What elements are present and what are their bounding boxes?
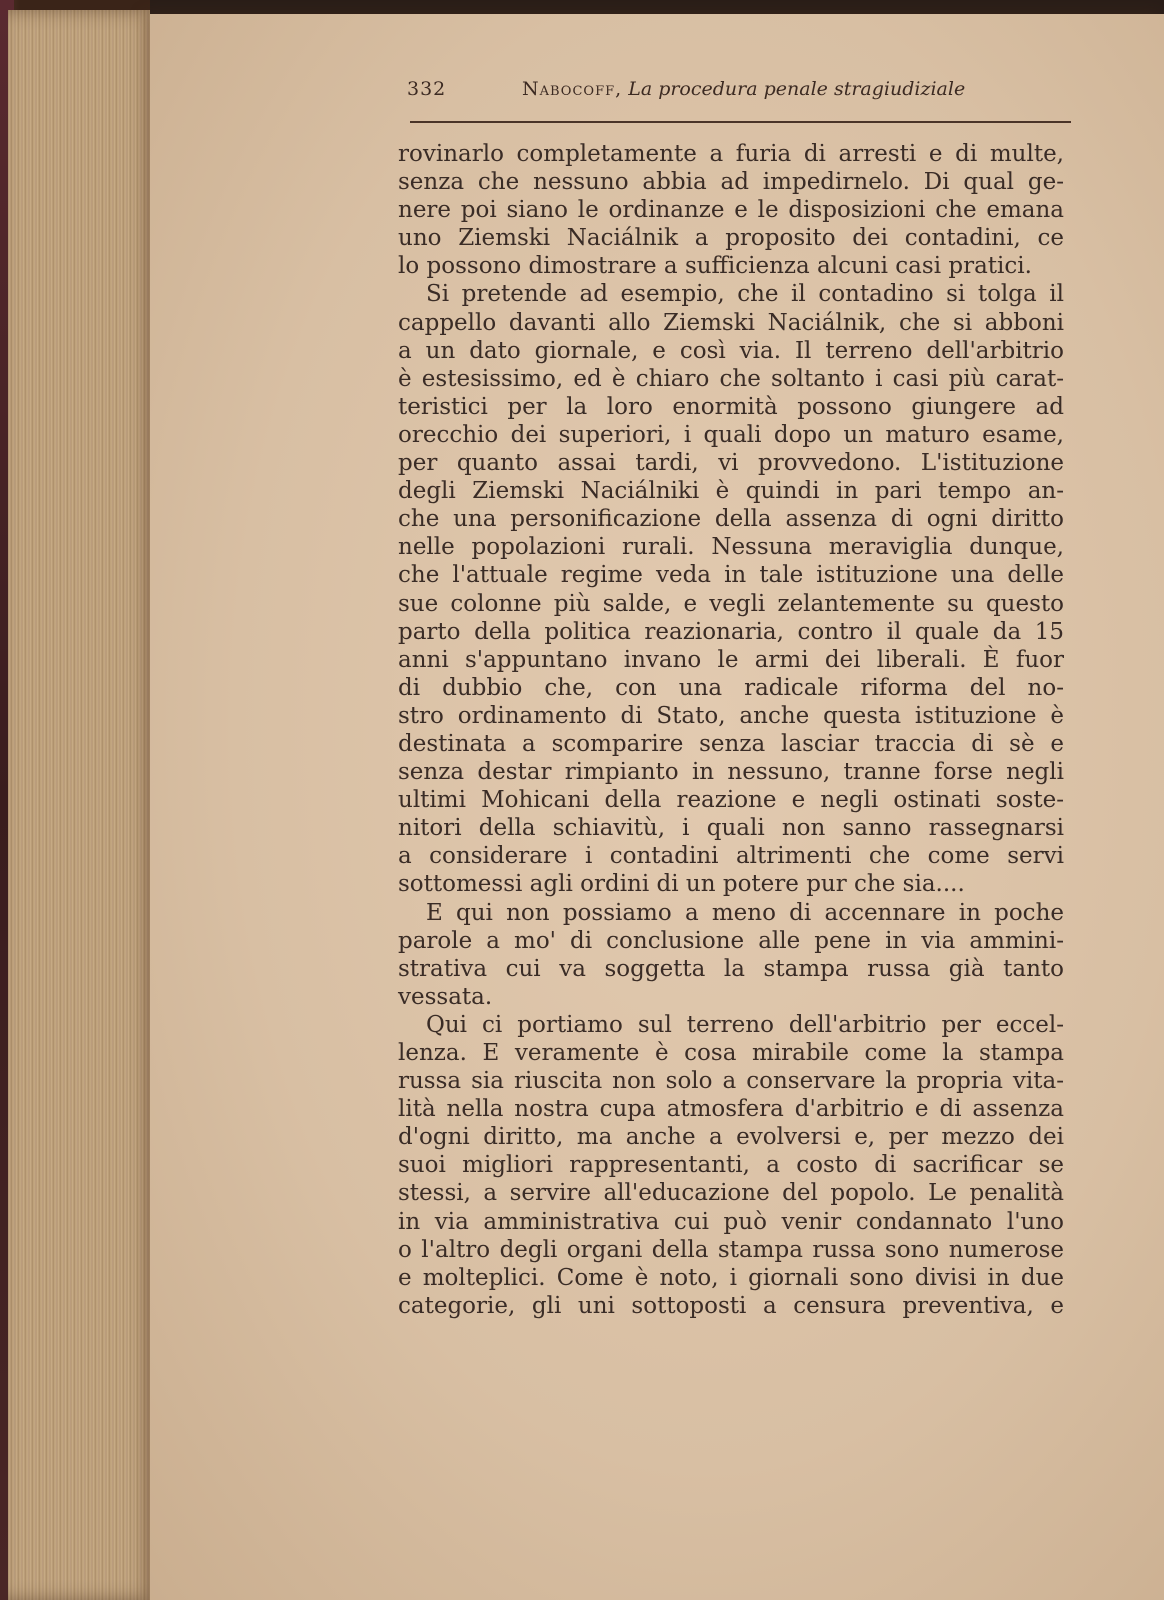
text-line: parole a mo' di conclusione alle pene in via ammini- (398, 927, 1064, 954)
page-number: 332 (407, 78, 447, 100)
text-line: senza che nessuno abbia ad impedirnelo. Di qual ge- (398, 169, 1064, 196)
text-line: senza destar rimpianto in nessuno, tranne forse negli (398, 759, 1064, 786)
text-line: nere poi siano le ordinanze e le disposizioni che emana (398, 197, 1064, 224)
text-line: parto della politica reazionaria, contro il quale da 15 (398, 618, 1064, 645)
body-text (398, 140, 1064, 1320)
text-line: lità nella nostra cupa atmosfera d'arbitrio e di assenza (398, 1096, 1064, 1123)
text-line: sottomessi agli ordini di un potere pur che sia.... (398, 871, 965, 898)
running-title (522, 78, 965, 100)
text-line: rovinarlo completamente a furia di arresti e di multe, (398, 141, 1064, 167)
text-line: categorie, gli uni sottoposti a censura preventiva, e (398, 1292, 1064, 1319)
text-line: strativa cui va soggetta la stampa russa già tanto (398, 955, 1064, 982)
text-line: che l'attuale regime veda in tale istituzione una delle (398, 562, 1064, 589)
text-line: nelle popolazioni rurali. Nessuna meraviglia dunque, (398, 534, 1064, 561)
text-line: o l'altro degli organi della stampa russa sono numerose (398, 1236, 1064, 1263)
header-rule (410, 121, 1071, 123)
text-line: d'ogni diritto, ma anche a evolversi e, per mezzo dei (398, 1124, 1064, 1151)
text-line: a un dato giornale, e così via. Il terreno dell'arbitrio (398, 337, 1064, 364)
text-line: russa sia riuscita non solo a conservare la propria vita- (398, 1068, 1064, 1095)
text-line: in via amministrativa cui può venir condannato l'uno (398, 1208, 1064, 1235)
text-line: a considerare i contadini altrimenti che come servi (398, 843, 1064, 870)
text-line: che una personificazione della assenza di ogni diritto (398, 506, 1064, 533)
text-line: e molteplici. Come è noto, i giornali sono divisi in due (398, 1264, 1064, 1291)
text-line: vessata. (398, 983, 493, 1010)
author-name: Nabocoff, (522, 78, 623, 100)
text-line: Si pretende ad esempio, che il contadino si tolga il (426, 281, 1064, 308)
text-line: stro ordinamento di Stato, anche questa istituzione è (398, 702, 1064, 729)
text-line: sue colonne più salde, e vegli zelantemente su questo (398, 590, 1064, 617)
text-line: uno Ziemski Naciálnik a proposito dei contadini, ce (398, 225, 1064, 252)
text-line: orecchio dei superiori, i quali dopo un maturo esame, (398, 421, 1064, 448)
text-line: Qui ci portiamo sul terreno dell'arbitrio per eccel- (426, 1011, 1064, 1038)
page-edges (8, 10, 168, 1600)
text-line: degli Ziemski Naciálniki è quindi in pari tempo an- (398, 478, 1064, 505)
text-line: suoi migliori rappresentanti, a costo di sacrificar se (398, 1152, 1064, 1179)
text-line: stessi, a servire all'educazione del popolo. Le penalità (398, 1180, 1064, 1207)
text-line: nitori della schiavitù, i quali non sanno rassegnarsi (398, 815, 1064, 842)
text-line: di dubbio che, con una radicale riforma del no- (398, 674, 1064, 701)
book-title: La procedura penale stragiudiziale (628, 78, 966, 100)
text-line: lo possono dimostrare a sufficienza alcuni casi pratici. (398, 253, 1032, 280)
text-line: cappello davanti allo Ziemski Naciálnik, che si abboni (398, 309, 1064, 336)
text-line: ultimi Mohicani della reazione e negli ostinati soste- (398, 787, 1064, 814)
text-line: teristici per la loro enormità possono giungere ad (398, 393, 1064, 420)
top-band (150, 0, 1164, 14)
text-line: anni s'appuntano invano le armi dei liberali. È fuor (398, 646, 1064, 673)
text-line: per quanto assai tardi, vi provvedono. L'istituzione (398, 450, 1064, 477)
text-line: è estesissimo, ed è chiaro che soltanto i casi più carat- (398, 365, 1064, 392)
text-line: E qui non possiamo a meno di accennare in poche (426, 899, 1064, 926)
text-line: destinata a scomparire senza lasciar traccia di sè e (398, 730, 1064, 757)
text-line: lenza. E veramente è cosa mirabile come la stampa (398, 1040, 1064, 1066)
running-header (407, 78, 1071, 108)
